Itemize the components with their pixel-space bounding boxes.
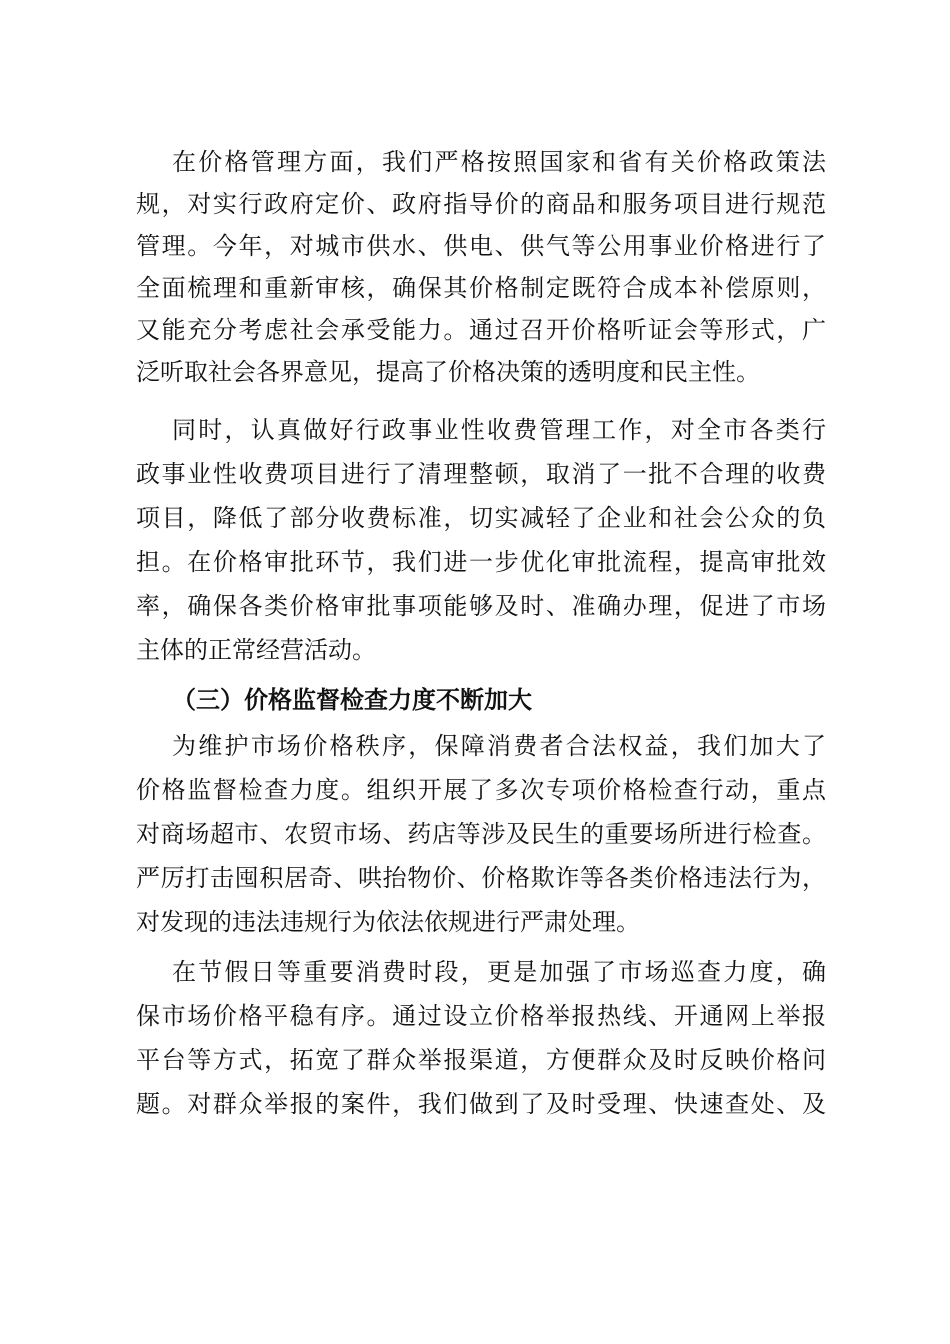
paragraph-2-line-1: 同时，认真做好行政事业性收费管理工作，对全市各类行 (172, 416, 826, 444)
paragraph-1-line-5: 又能充分考虑社会承受能力。通过召开价格听证会等形式，广 (136, 316, 826, 344)
paragraph-2-line-3: 项目，降低了部分收费标准，切实减轻了企业和社会公众的负 (136, 504, 826, 532)
paragraph-1-line-2: 规，对实行政府定价、政府指导价的商品和服务项目进行规范 (136, 190, 826, 218)
section-heading: （三）价格监督检查力度不断加大 (172, 685, 532, 714)
paragraph-3-line-3: 对商场超市、农贸市场、药店等涉及民生的重要场所进行检查。 (136, 820, 826, 848)
paragraph-3-line-4: 严厉打击囤积居奇、哄抬物价、价格欺诈等各类价格违法行为， (136, 864, 826, 892)
paragraph-2-line-2: 政事业性收费项目进行了清理整顿，取消了一批不合理的收费 (136, 460, 826, 488)
paragraph-4-line-2: 保市场价格平稳有序。通过设立价格举报热线、开通网上举报 (136, 1002, 826, 1030)
paragraph-2-line-5: 率，确保各类价格审批事项能够及时、准确办理，促进了市场 (136, 592, 826, 620)
paragraph-1-line-6: 泛听取社会各界意见，提高了价格决策的透明度和民主性。 (136, 358, 760, 386)
paragraph-4-line-4: 题。对群众举报的案件，我们做到了及时受理、快速查处、及 (136, 1090, 826, 1118)
paragraph-2-line-6: 主体的正常经营活动。 (136, 636, 376, 664)
paragraph-1-line-3: 管理。今年，对城市供水、供电、供气等公用事业价格进行了 (136, 232, 826, 260)
paragraph-4-line-3: 平台等方式，拓宽了群众举报渠道，方便群众及时反映价格问 (136, 1046, 826, 1074)
paragraph-1-line-1: 在价格管理方面，我们严格按照国家和省有关价格政策法 (172, 148, 826, 176)
paragraph-3-line-5: 对发现的违法违规行为依法依规进行严肃处理。 (136, 908, 640, 936)
paragraph-1-line-4: 全面梳理和重新审核，确保其价格制定既符合成本补偿原则， (136, 274, 826, 302)
paragraph-4-line-1: 在节假日等重要消费时段，更是加强了市场巡查力度，确 (172, 958, 826, 986)
paragraph-3-line-1: 为维护市场价格秩序，保障消费者合法权益，我们加大了 (172, 732, 826, 760)
paragraph-2-line-4: 担。在价格审批环节，我们进一步优化审批流程，提高审批效 (136, 548, 826, 576)
paragraph-3-line-2: 价格监督检查力度。组织开展了多次专项价格检查行动，重点 (136, 776, 826, 804)
